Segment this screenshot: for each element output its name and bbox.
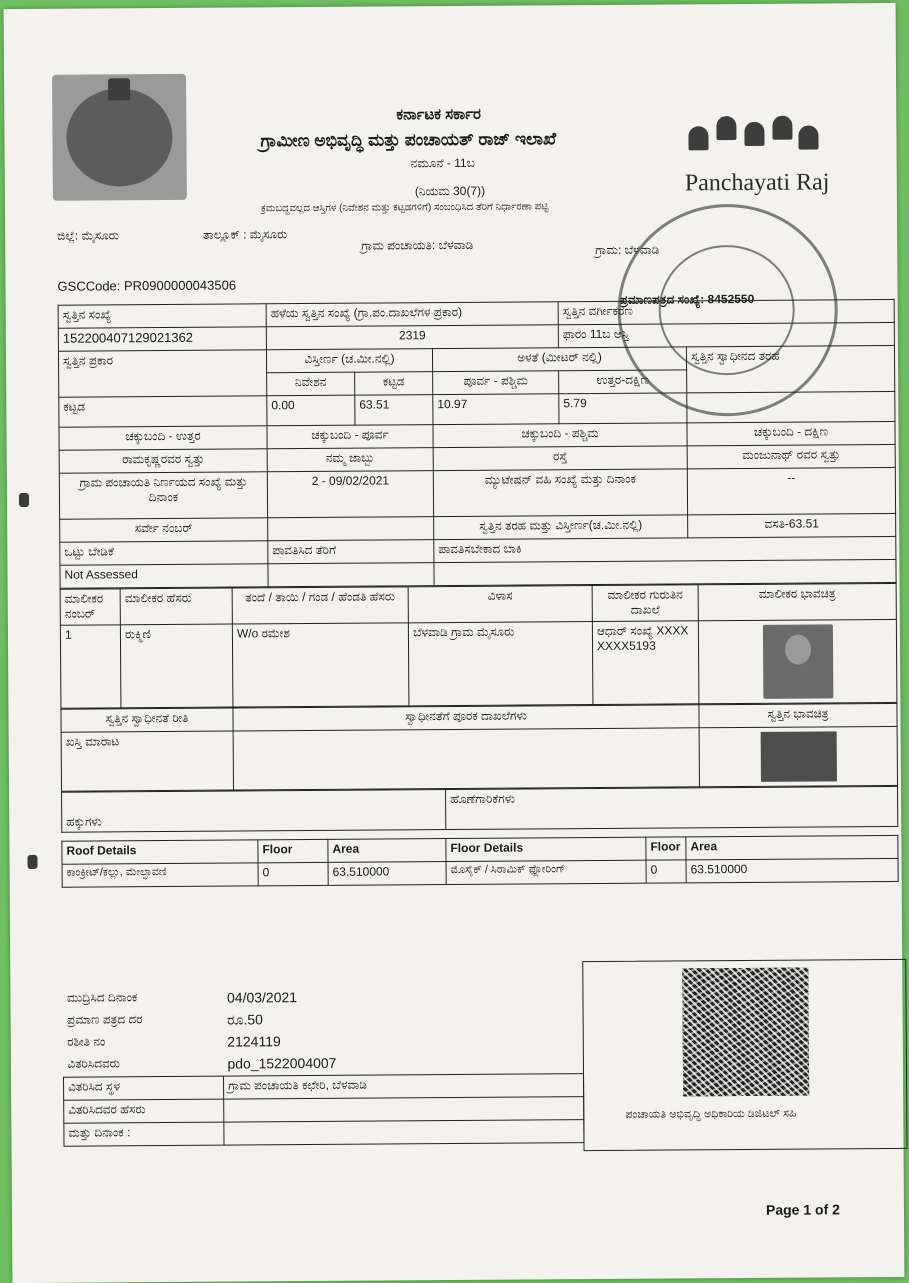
taluk: ತಾಲ್ಲೂಕ್ : ಮೈಸೂರು	[203, 227, 288, 242]
owner-name-label: ಮಾಲೀಕರ ಹೆಸರು	[120, 588, 232, 625]
receiver-label: ವಿತರಿಸಿದವರ ಹೆಸರು	[64, 1099, 224, 1123]
b-east: ನಮ್ಮ ಜಾಬ್ಬು	[267, 448, 433, 472]
nature-area: ವಸತಿ-63.51	[688, 513, 896, 537]
classification-label: ಸ್ವತ್ತಿನ ವರ್ಗೀಕರಣ	[558, 299, 894, 324]
address: ಬೆಳವಾಡಿ ಗ್ರಾಮ ಮೈಸೂರು	[408, 622, 593, 706]
b-south: ಮಂಜುನಾಥ್ ರವರ ಸ್ವತ್ತು	[687, 444, 895, 468]
receiver	[224, 1097, 584, 1123]
owner-name: ರುಕ್ಮಿಣಿ	[120, 624, 233, 708]
classification: ಫಾರಂ 11ಬ ಆಸ್ತಿ	[558, 322, 894, 347]
due-label: ಪಾವತಿಸಬೇಕಾದ ಬಾಕಿ	[434, 536, 896, 562]
resolution: 2 - 09/02/2021	[267, 471, 433, 518]
ew: 10.97	[433, 394, 559, 425]
fd-area-label: Area	[686, 835, 898, 859]
prop-no-label: ಸ್ವತ್ತಿನ ಸಂಖ್ಯೆ	[58, 304, 266, 328]
panchayati-raj-logo-icon	[680, 111, 820, 172]
mutation: --	[687, 467, 895, 514]
possession-docs-label: ಸ್ವಾಧೀನತೆಗೆ ಪೂರಕ ದಾಖಲೆಗಳು	[233, 705, 699, 731]
date-label: ಮತ್ತು ದಿನಾಂಕ :	[64, 1122, 224, 1146]
survey-label: ಸರ್ವೇ ನಂಬರ್	[60, 518, 268, 542]
possession: ಖಸ್ತಿ ಮಾರಾಟ	[61, 731, 233, 791]
ew-label: ಪೂರ್ವ - ಪಶ್ಚಿಮ	[433, 371, 559, 395]
id-label: ಮಾಲೀಕರ ಗುರುತಿನ ದಾಖಲೆ	[592, 585, 698, 622]
tax-label: ಒಟ್ಟು ಬೇಡಿಕೆ	[60, 541, 268, 565]
fee-label: ಪ್ರಮಾಣ ಪತ್ರದ ದರ	[67, 1012, 143, 1027]
site-label: ನಿವೇಶನ	[267, 372, 355, 396]
fd-floor-label: Floor	[646, 837, 686, 860]
place: ಗ್ರಾಮ ಪಂಚಾಯತಿ ಕಛೇರಿ, ಬೆಳವಾಡಿ	[224, 1074, 584, 1100]
owner-photo-cell	[698, 619, 897, 703]
roof-floor-label: Floor	[258, 839, 328, 862]
old-no-label: ಹಳೆಯ ಸ್ವತ್ತಿನ ಸಂಖ್ಯೆ (ಗ್ರಾ.ಪಂ.ದಾಖಲೆಗಳ ಪ್ರಕಾರ)	[266, 302, 558, 327]
owner-id: ಆಧಾರ್ ಸಂಖ್ಯೆ XXXXXXXX5193	[592, 621, 699, 705]
b-north-label: ಚಕ್ಕುಬಂದಿ - ಉತ್ತರ	[59, 426, 267, 450]
survey	[268, 517, 434, 541]
print-date: 04/03/2021	[226, 989, 298, 1006]
panchayati-raj-text: Panchayati Raj	[684, 169, 830, 197]
owner-photo	[762, 624, 833, 698]
fee: ರೂ.50	[227, 1011, 263, 1028]
gsc-code: GSCCode: PR0900000043506	[57, 277, 237, 294]
address-label: ವಿಳಾಸ	[408, 586, 592, 623]
area-label: ವಿಸ್ತೀರ್ಣ (ಚ.ಮೀ.ನಲ್ಲಿ)	[266, 349, 432, 373]
due-value	[434, 559, 896, 585]
village: ಗ್ರಾಮ: ಬೆಳವಾಡಿ	[595, 242, 660, 258]
floor-type: ಮೊಸೈಕ್ / ಸಿರಾಮಿಕ್ ಫ್ಲೋರಿಂಗ್	[446, 860, 646, 884]
liabilities-label: ಹೊಣೆಗಾರಿಕೆಗಳು	[446, 786, 898, 829]
b-east-label: ಚಕ್ಕುಬಂದಿ - ಪೂರ್ವ	[267, 425, 433, 449]
property-photo	[760, 731, 836, 782]
roof-area-label: Area	[328, 839, 446, 863]
type-label: ಸ್ವತ್ತಿನ ಪ್ರಕಾರ	[58, 350, 266, 397]
receive-date	[224, 1120, 584, 1146]
digital-signature-label: ಪಂಚಾಯತಿ ಅಭಿವೃದ್ಧಿ ಅಧಿಕಾರಿಯ ಡಿಜಿಟಲ್ ಸಹಿ	[625, 1107, 797, 1121]
tax-value: Not Assessed	[60, 564, 268, 588]
owner-no-label: ಮಾಲೀಕರ ನಂಬರ್	[60, 589, 120, 625]
relation-label: ತಂದೆ / ತಾಯಿ / ಗಂಡ / ಹೆಂಡತಿ ಹೆಸರು	[232, 587, 408, 624]
prop-photo-cell	[699, 726, 897, 786]
fd-area: 63.510000	[686, 858, 898, 882]
binder-ring	[27, 855, 37, 869]
form-number: ನಮೂನೆ - 11ಬ	[410, 155, 475, 171]
receipt-label: ರಶೀತಿ ನಂ	[67, 1034, 106, 1049]
issue-details	[62, 985, 583, 1147]
rule-number: (ನಿಯಮ 30(7))	[414, 183, 486, 199]
binder-ring	[19, 493, 29, 507]
roof-area: 63.510000	[328, 862, 446, 886]
document-sheet	[4, 3, 905, 1283]
govt-title: ಕರ್ನಾಟಕ ಸರ್ಕಾರ	[396, 105, 481, 124]
karnataka-emblem-icon	[52, 74, 187, 201]
paid-value	[268, 563, 434, 587]
possession-label: ಸ್ವತ್ತಿನ ಸ್ವಾಧೀನತೆ ರೀತಿ	[61, 708, 233, 732]
prop-nature	[687, 391, 895, 422]
certificate-number: ಪ್ರಮಾಣಪತ್ರದ ಸಂಖ್ಯೆ: 8452550	[619, 291, 755, 307]
b-west: ರಸ್ತೆ	[433, 446, 687, 471]
nature-area-label: ಸ್ವತ್ತಿನ ತರಹ ಮತ್ತು ವಿಸ್ತೀರ್ಣ(ಚ.ಮೀ.ನಲ್ಲಿ)	[434, 515, 688, 540]
owner-no: 1	[60, 625, 121, 708]
issuer: pdo_1522004007	[227, 1054, 337, 1072]
mutation-label: ಮ್ಯುಟೇಷನ್ ವಹಿ ಸಂಖ್ಯೆ ಮತ್ತು ದಿನಾಂಕ	[433, 469, 687, 517]
issuer-label: ವಿತರಿಸಿದವರು	[67, 1056, 120, 1071]
b-south-label: ಚಕ್ಕುಬಂದಿ - ದಕ್ಷಿಣ	[687, 421, 895, 445]
old-no: 2319	[266, 325, 558, 350]
prop-no: 152200407129021362	[58, 327, 266, 351]
roof-floor: 0	[258, 862, 328, 885]
prop-photo-label: ಸ್ವತ್ತಿನ ಭಾವಚಿತ್ರ	[699, 703, 897, 727]
district: ಜಿಲ್ಲೆ: ಮೈಸೂರು	[57, 228, 119, 243]
form-subtitle: ಕ್ರಮಬದ್ಧವಲ್ಲದ ಆಸ್ತಿಗಳ (ನಿವೇಶನ ಮತ್ತು ಕಟ್ಟಡಗಳಿಗೆ) ಸಂಬಂಧಿಸಿದ ತೆರಿಗೆ ನಿರ್ಧಾರಣಾ ಪಟ್ಟಿ	[260, 201, 549, 215]
ns-label: ಉತ್ತರ-ದಕ್ಷಿಣ	[559, 370, 687, 394]
resolution-label: ಗ್ರಾಮ ಪಂಚಾಯತಿ ನಿರ್ಣಯದ ಸಂಖ್ಯೆ ಮತ್ತು ದಿನಾಂಕ	[59, 472, 267, 519]
site-area: 0.00	[267, 395, 355, 426]
department-title: ಗ್ರಾಮೀಣ ಅಭಿವೃದ್ಧಿ ಮತ್ತು ಪಂಚಾಯತ್ ರಾಜ್ ಇಲಾಖೆ	[260, 129, 557, 151]
gram-panchayat: ಗ್ರಾಮ ಪಂಚಾಯತಿ: ಬೆಳವಾಡಿ	[361, 237, 474, 253]
owner-photo-label: ಮಾಲೀಕರ ಭಾವಚಿತ್ರ	[698, 583, 896, 620]
b-west-label: ಚಕ್ಕುಬಂದಿ - ಪಶ್ಚಿಮ	[433, 423, 687, 448]
roof-type: ಕಾಂಕ್ರೀಟ್/ಕಲ್ಲು, ಮೇಲ್ಛಾವಣಿ	[62, 863, 258, 887]
ns: 5.79	[559, 393, 687, 424]
page-number: Page 1 of 2	[765, 1201, 840, 1218]
dims-label: ಅಳತೆ (ಮೀಟರ್ ನಲ್ಲಿ)	[432, 347, 686, 372]
property-table	[58, 299, 898, 888]
type: ಕಟ್ಟಡ	[59, 396, 267, 427]
floor-details-label: Floor Details	[446, 837, 646, 861]
roof-label: Roof Details	[62, 840, 258, 864]
b-north: ರಾಮಕೃಷ್ಣರವರ ಸ್ವತ್ತು	[59, 449, 267, 473]
relation: W/o ರಮೇಶ	[232, 623, 409, 707]
prop-nature-label: ಸ್ವತ್ತಿನ ಸ್ವಾಧೀನದ ತರಹ	[686, 345, 894, 392]
print-date-label: ಮುದ್ರಿಸಿದ ದಿನಾಂಕ	[66, 990, 138, 1005]
bldg-area: 63.51	[355, 395, 433, 426]
bldg-label: ಕಟ್ಟಡ	[355, 372, 433, 396]
rights-label: ಹಕ್ಕುಗಳು	[62, 790, 446, 833]
paid-label: ಪಾವತಿಸಿದ ತೆರಿಗೆ	[268, 540, 434, 564]
receipt: 2124119	[227, 1033, 281, 1050]
possession-docs	[233, 728, 699, 790]
place-label: ವಿತರಿಸಿದ ಸ್ಥಳ	[64, 1076, 224, 1100]
fd-floor: 0	[646, 860, 686, 883]
qr-code-icon	[682, 968, 809, 1097]
